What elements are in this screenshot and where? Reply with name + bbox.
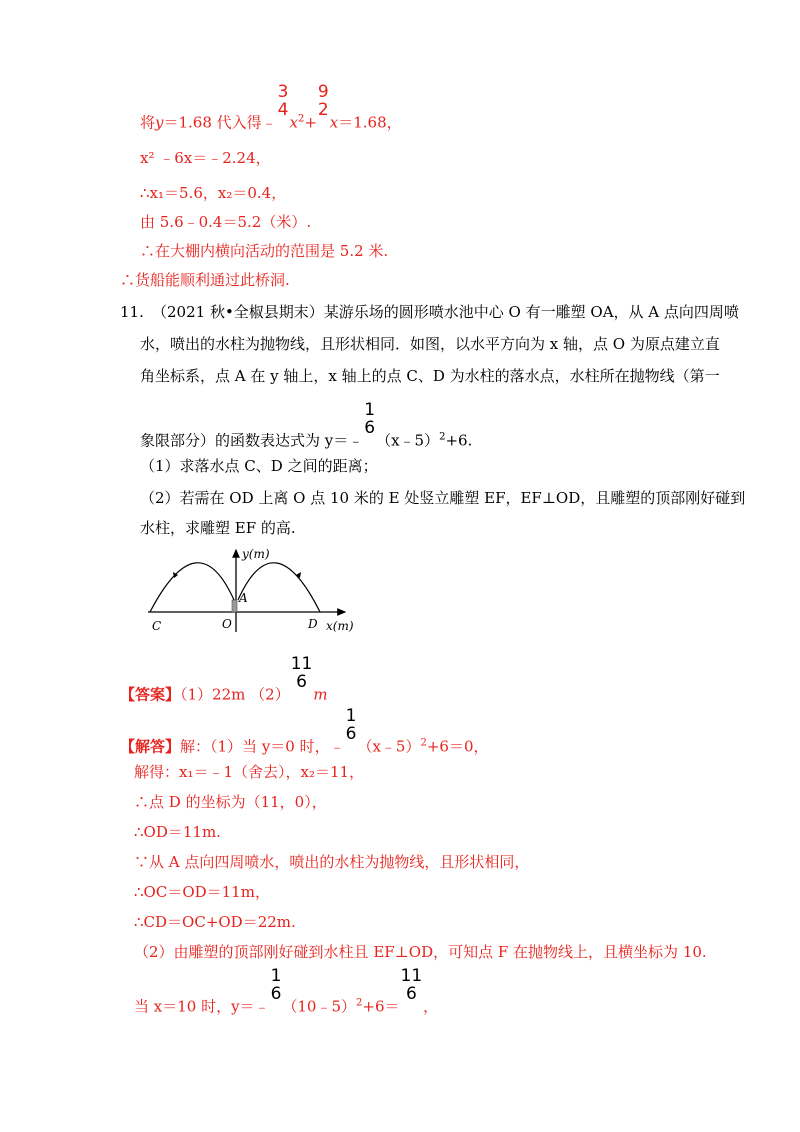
- text: ，: [423, 997, 439, 1016]
- exponent: 2: [356, 997, 363, 1009]
- fraction-11-6: [401, 968, 423, 1003]
- exponent: 2: [420, 737, 427, 749]
- solution-line-1: [120, 706, 489, 765]
- left-parabola: [150, 563, 234, 612]
- problem-text-line-1: （2021 秋•全椒县期末）某游乐场的圆形喷水池中心 O 有一雕塑 OA，从 A 点向四周喷: [152, 303, 739, 321]
- solution-line-substitute: [140, 82, 402, 141]
- exponent: 2: [297, 113, 305, 125]
- numerator: 1: [345, 706, 357, 726]
- question-2-line-2: 水柱，求雕塑 EF 的高.: [140, 519, 296, 537]
- numerator: 9: [317, 82, 329, 102]
- text: （x﹣5）: [357, 737, 421, 756]
- x-axis-label: x(m): [326, 619, 354, 633]
- fraction-3-4: [278, 84, 289, 119]
- fraction-1-6: [346, 708, 357, 743]
- text: +6.: [445, 431, 473, 450]
- text: +6＝: [362, 997, 400, 1016]
- numerator: 3: [277, 82, 289, 102]
- problem-text-line-3: 角坐标系，点 A 在 y 轴上，x 轴上的点 C、D 为水柱的落水点，水柱所在抛物线（第一: [140, 367, 720, 385]
- text: 解：（1）当 y＝0 时，﹣: [180, 737, 345, 756]
- solution-line-4: ∴OD＝11m.: [134, 823, 221, 841]
- parabola-figure: [140, 542, 360, 637]
- denominator: 6: [364, 418, 376, 438]
- solution-line-3: ∴点 D 的坐标为（11，0），: [134, 793, 327, 811]
- text: 象限部分）的函数表达式为 y＝﹣: [140, 431, 364, 450]
- numerator: 1: [364, 400, 376, 420]
- denominator: 6: [345, 724, 357, 744]
- numerator: 11: [290, 654, 313, 674]
- text: +6＝0，: [426, 737, 489, 756]
- answer-tag: 【答案】: [120, 685, 181, 704]
- exponent: 2: [439, 431, 446, 443]
- question-1: （1）求落水点 C、D 之间的距离；: [140, 457, 378, 475]
- solution-line-roots: ∴x₁＝5.6，x₂＝0.4，: [140, 184, 287, 202]
- var-x: x: [329, 113, 339, 132]
- problem-text-line-2: 水，喷出的水柱为抛物线，且形状相同．如图，以水平方向为 x 轴，点 O 为原点建立直: [140, 335, 720, 353]
- solution-line-8: （2）由雕塑的顶部刚好碰到水柱且 EF⊥OD，可知点 F 在抛物线上，且横坐标为 10.: [134, 943, 707, 961]
- unit: m: [313, 685, 328, 704]
- var-x: x: [289, 113, 298, 132]
- solution-line-6: ∴OC＝OD＝11m，: [134, 883, 270, 901]
- solution-line-2: 解得：x₁＝﹣1（舍去），x₂＝11，: [134, 763, 365, 781]
- statue-OA: [232, 600, 237, 612]
- var-y: y: [155, 113, 164, 132]
- denominator: 6: [296, 672, 307, 692]
- problem-number: 11.: [120, 303, 144, 321]
- right-parabola: [238, 563, 320, 612]
- text: （10﹣5）: [282, 997, 357, 1016]
- denominator: 2: [317, 100, 329, 120]
- text: ＝1.68 代入得﹣: [163, 113, 277, 132]
- text: 将: [140, 113, 156, 132]
- fraction-9-2: [318, 84, 329, 119]
- label-A: A: [239, 591, 248, 605]
- denominator: 6: [270, 984, 282, 1004]
- answer-part-1: （1）22m: [180, 685, 246, 704]
- label-C: C: [152, 619, 162, 633]
- fraction-1-6: [364, 402, 375, 437]
- solution-line-range: ∴在大棚内横向活动的范围是 5.2 米.: [140, 242, 389, 260]
- solution-line-difference: 由 5.6﹣0.4＝5.2（米）.: [140, 213, 312, 231]
- solution-line-7: ∴CD＝OC+OD＝22m.: [134, 913, 296, 931]
- solution-line-conclusion: ∴货船能顺利通过此桥洞.: [120, 271, 290, 289]
- numerator: 1: [270, 966, 282, 986]
- label-O: O: [222, 617, 232, 631]
- fraction-1-6: [271, 968, 282, 1003]
- answer-part-2: （2）: [250, 685, 290, 704]
- solution-tag: 【解答】: [120, 737, 181, 756]
- fraction-11-6: [291, 656, 313, 691]
- solution-line-9: [134, 966, 439, 1025]
- problem-text-line-4: [140, 400, 473, 459]
- denominator: 6: [405, 984, 417, 1004]
- text: （x﹣5）: [376, 431, 440, 450]
- denominator: 4: [277, 100, 289, 120]
- label-D: D: [308, 617, 318, 631]
- y-axis-label: y(m): [242, 547, 270, 561]
- solution-line-5: ∵从 A 点向四周喷水，喷出的水柱为抛物线，且形状相同，: [134, 853, 530, 871]
- question-2-line-1: （2）若需在 OD 上离 O 点 10 米的 E 处竖立雕塑 EF，EF⊥OD，且雕塑的顶部刚好碰到: [140, 489, 746, 507]
- text: ＝1.68，: [338, 113, 402, 132]
- solution-line-equation: x² ﹣6x＝﹣2.24，: [140, 149, 271, 167]
- text: 当 x＝10 时，y＝﹣: [134, 997, 270, 1016]
- answer-line: [120, 654, 328, 713]
- numerator: 11: [400, 966, 423, 986]
- text: +: [304, 113, 317, 132]
